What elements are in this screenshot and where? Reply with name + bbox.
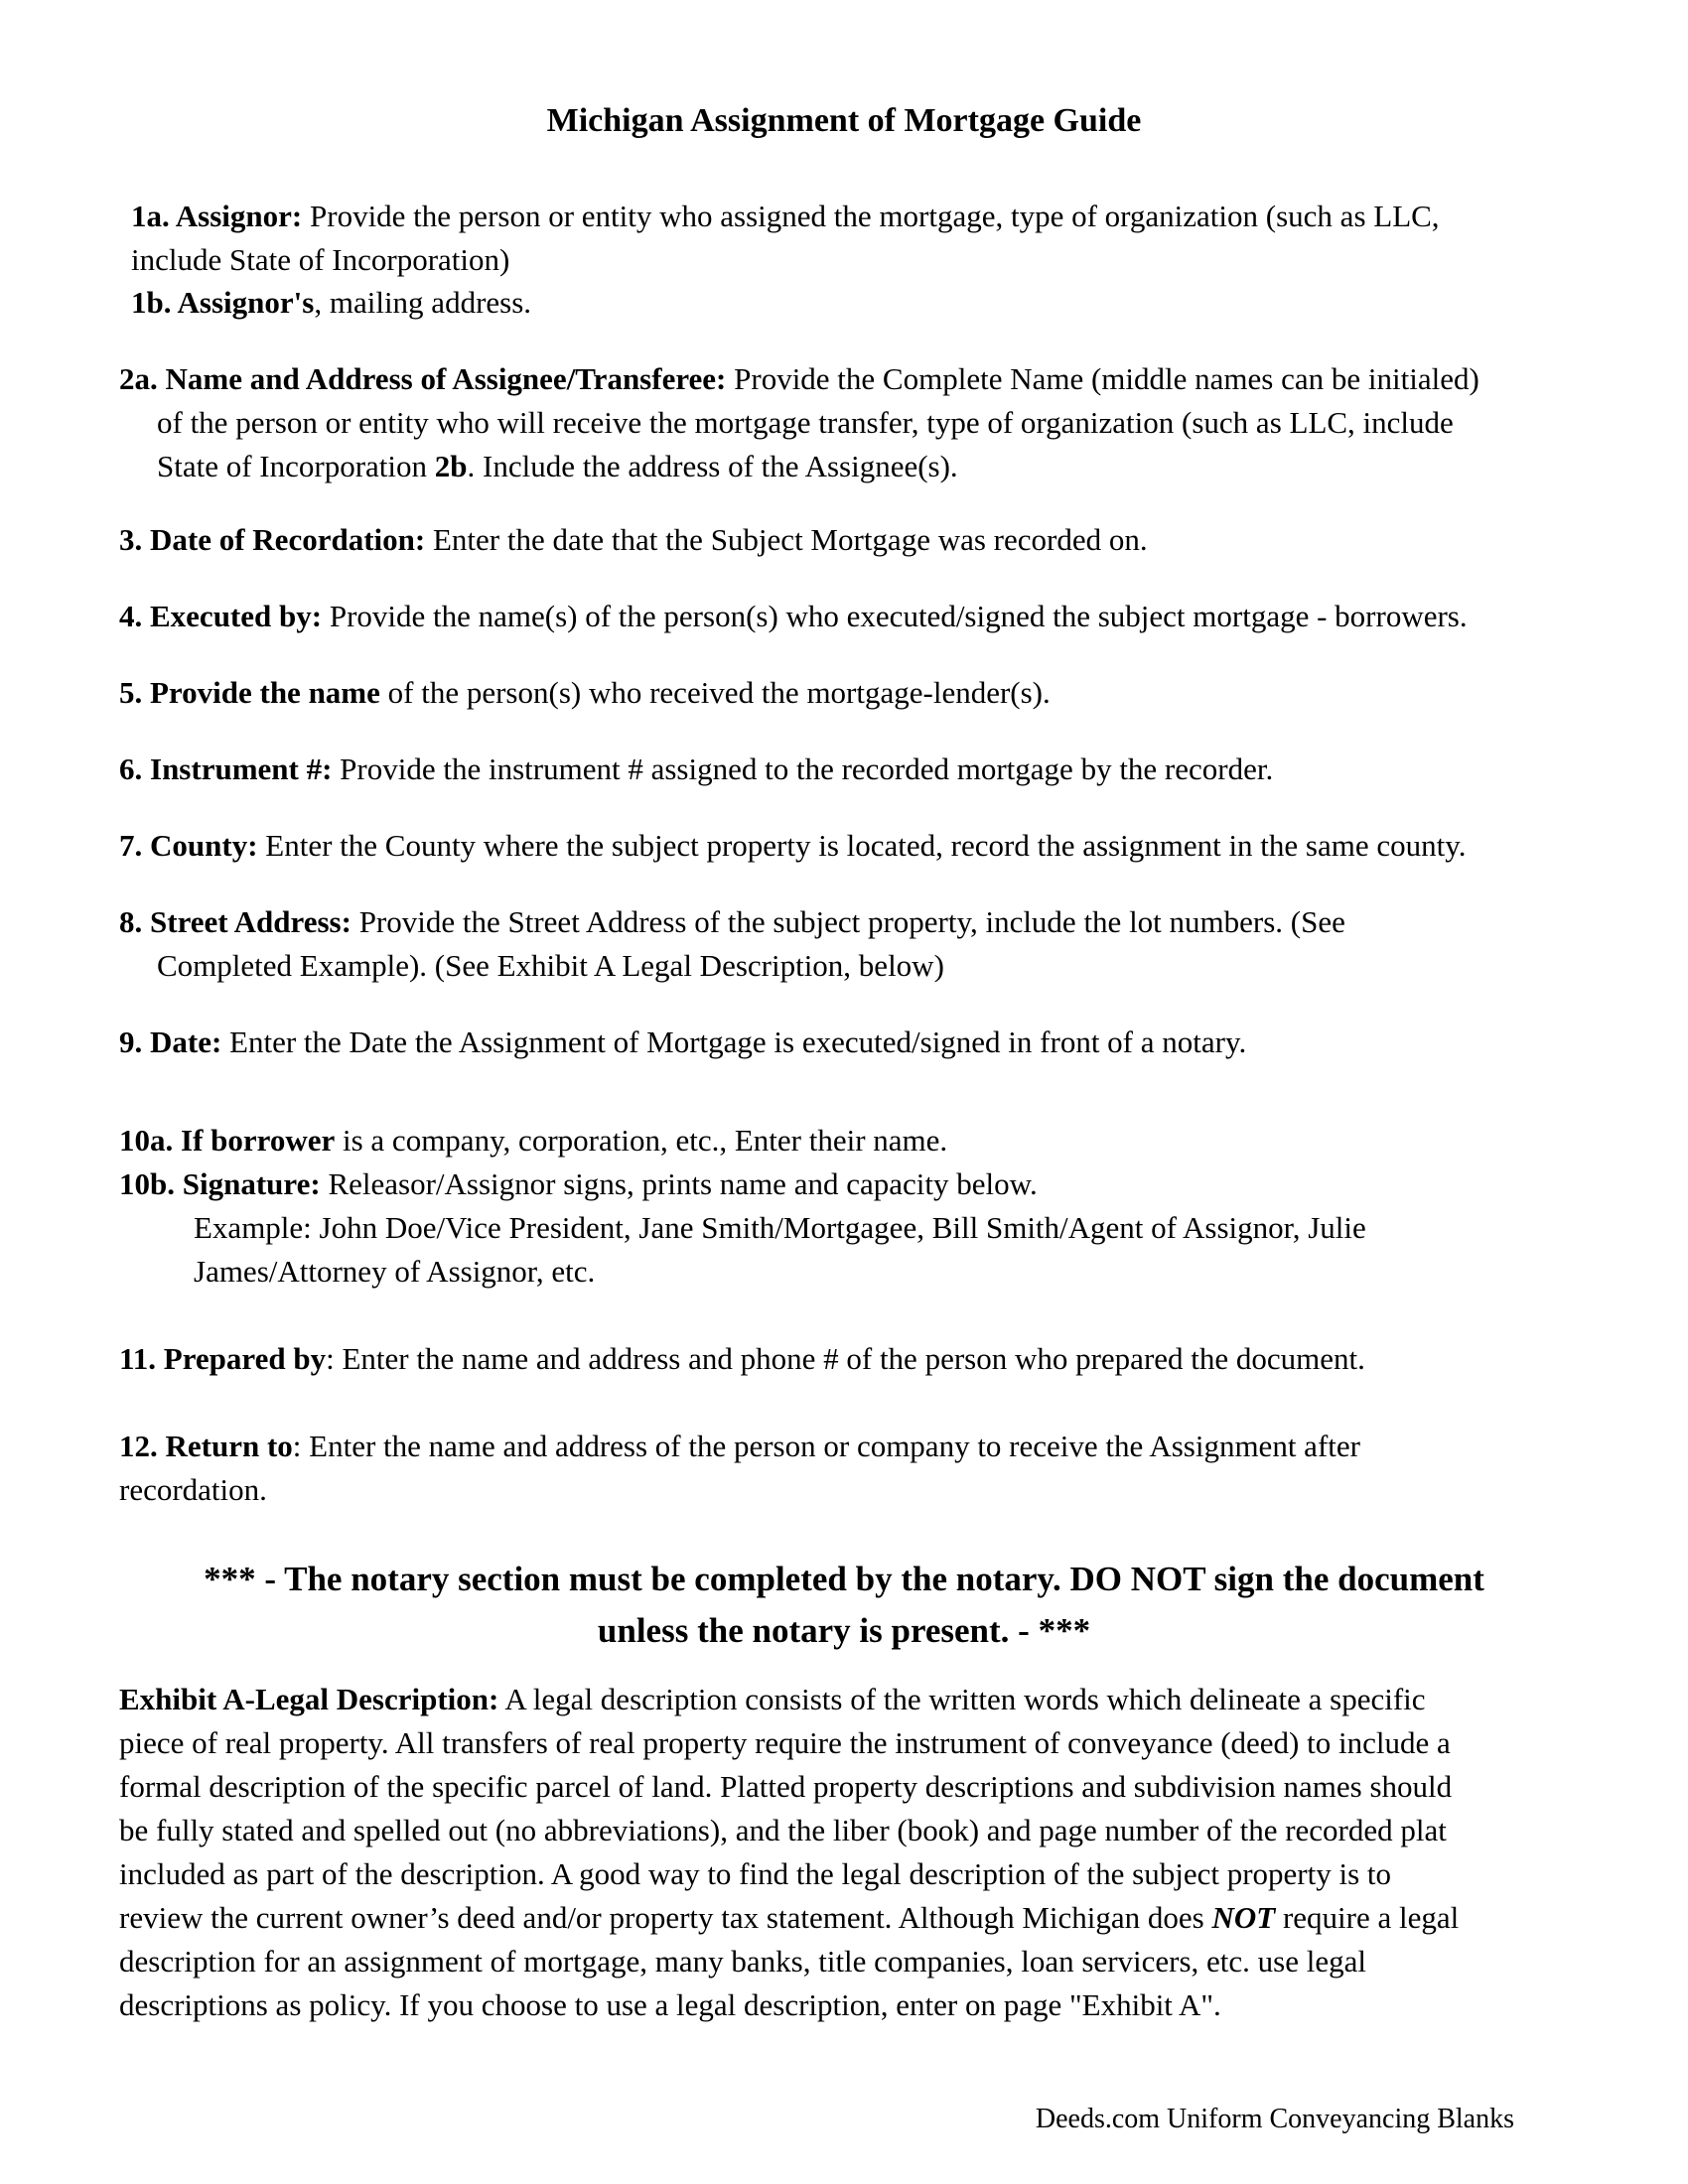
page-title: Michigan Assignment of Mortgage Guide [546,102,1142,139]
item-2a [119,357,1479,488]
item-text: Enter the Date the Assignment of Mortgage is executed/signed in front of a notary. [221,1024,1247,1059]
item-1b [131,281,531,325]
exhibit-text: review the current owner’s deed and/or property tax statement. Although Michigan does [119,1900,1212,1935]
item-8 [119,900,1345,988]
item-text-continued: State of Incorporation [157,449,435,483]
item-text: is a company, corporation, etc., Enter their name. [335,1123,948,1158]
item-text: of the person(s) who received the mortgage-lender(s). [379,675,1051,710]
notary-line: *** - The notary section must be completed by the notary. DO NOT sign the document [204,1560,1484,1598]
item-example: James/Attorney of Assignor, etc. [194,1254,596,1289]
exhibit-text: formal description of the specific parcel of land. Platted property descriptions and subdivision names should [119,1769,1453,1804]
item-label: 6. Instrument #: [119,751,333,786]
item-text-continued: of the person or entity who will receive the mortgage transfer, type of organization (such as LLC, include [157,405,1454,440]
item-label: 5. Provide the name [119,675,380,710]
item-label: 10a. If borrower [119,1123,336,1158]
item-label: 4. Executed by: [119,599,323,633]
item-label: 10b. Signature: [119,1166,321,1201]
exhibit-a-section [119,1678,1459,2027]
item-label-2b: 2b [434,449,468,483]
item-text: Provide the Complete Name (middle names can be initialed) [726,361,1479,396]
item-label: 8. Street Address: [119,904,352,939]
exhibit-text: description for an assignment of mortgage, many banks, title companies, loan servicers, etc. use legal [119,1944,1366,1979]
item-label: 3. Date of Recordation: [119,522,426,557]
item-text-continued: . Include the address of the Assignee(s). [467,449,958,483]
exhibit-emphasis: NOT [1211,1900,1276,1935]
item-11 [119,1337,1365,1381]
item-5 [119,671,1051,715]
exhibit-text: require a legal [1275,1900,1460,1935]
item-text: Enter the date that the Subject Mortgage was recorded on. [425,522,1148,557]
item-text: Provide the name(s) of the person(s) who executed/signed the subject mortgage - borrowers. [322,599,1468,633]
item-text-continued: Completed Example). (See Exhibit A Legal Description, below) [157,948,944,983]
item-text: Provide the Street Address of the subject property, include the lot numbers. (See [351,904,1345,939]
item-4 [119,595,1468,638]
exhibit-text: piece of real property. All transfers of real property require the instrument of conveyance (deed) to include a [119,1725,1451,1760]
item-10b [119,1162,1366,1294]
item-6 [119,748,1273,791]
item-3 [119,518,1148,562]
item-text-continued: recordation. [119,1472,267,1507]
item-label: 11. Prepared by [119,1341,327,1376]
exhibit-text: descriptions as policy. If you choose to use a legal description, enter on page "Exhibit A". [119,1987,1221,2022]
footer-credit: Deeds.com Uniform Conveyancing Blanks [1035,2104,1514,2134]
notary-line: unless the notary is present. - *** [597,1611,1091,1650]
item-text: : Enter the name and address and phone # of the person who prepared the document. [326,1341,1365,1376]
item-label: 1a. Assignor: [131,199,303,233]
item-7 [119,824,1466,868]
item-text-continued: include State of Incorporation) [131,242,510,277]
item-10a [119,1119,947,1162]
exhibit-text: be fully stated and spelled out (no abbreviations), and the liber (book) and page number of the recorded plat [119,1813,1447,1847]
item-text: Enter the County where the subject property is located, record the assignment in the same county. [257,828,1467,863]
item-label: 7. County: [119,828,258,863]
item-1a [131,195,1440,282]
item-label: 9. Date: [119,1024,222,1059]
exhibit-label: Exhibit A-Legal Description: [119,1682,499,1716]
item-9 [119,1021,1246,1064]
item-text: Provide the person or entity who assigned the mortgage, type of organization (such as LLC, [302,199,1440,233]
exhibit-text: A legal description consists of the written words which delineate a specific [498,1682,1426,1716]
item-label: 2a. Name and Address of Assignee/Transferee: [119,361,727,396]
item-example: Example: John Doe/Vice President, Jane Smith/Mortgagee, Bill Smith/Agent of Assignor, Julie [194,1210,1366,1245]
notary-warning [119,1554,1569,1657]
item-text: : Enter the name and address of the person or company to receive the Assignment after [292,1429,1360,1463]
item-text: , mailing address. [314,285,532,320]
item-label: 1b. Assignor's [131,285,315,320]
item-text: Releasor/Assignor signs, prints name and capacity below. [320,1166,1038,1201]
item-label: 12. Return to [119,1429,293,1463]
item-text: Provide the instrument # assigned to the recorded mortgage by the recorder. [332,751,1274,786]
item-12 [119,1425,1360,1512]
exhibit-text: included as part of the description. A good way to find the legal description of the subject property is to [119,1856,1392,1891]
